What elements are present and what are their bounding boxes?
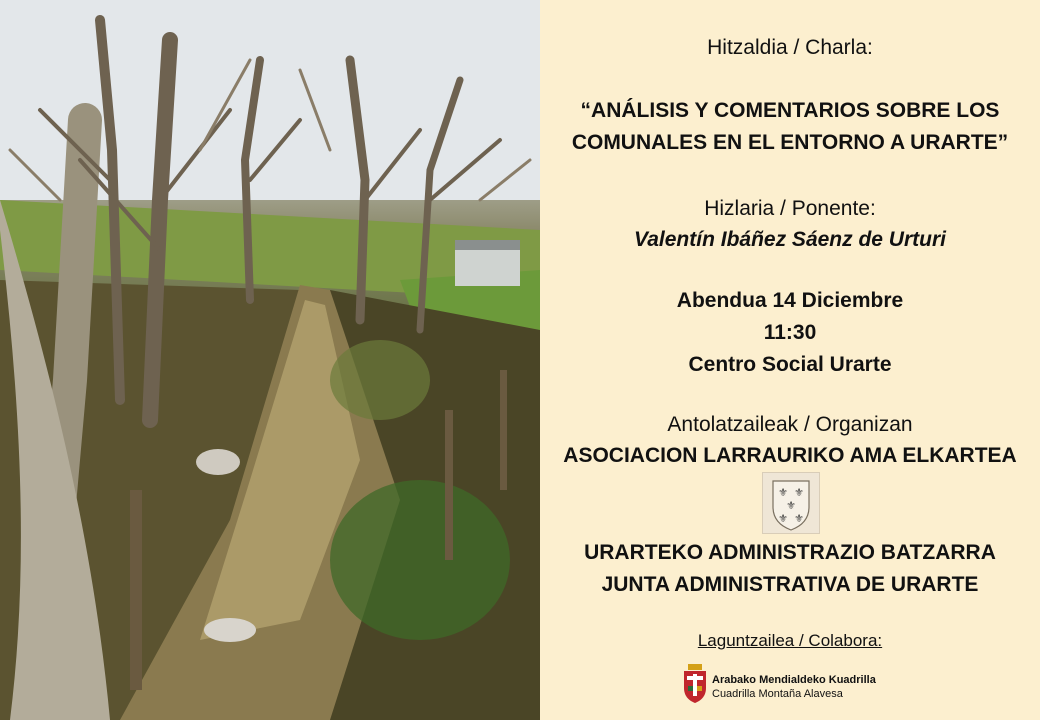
talk-title-line-1: “ANÁLISIS Y COMENTARIOS SOBRE LOS (580, 99, 1000, 122)
talk-title-line-2: COMUNALES EN EL ENTORNO A URARTE” (571, 131, 1009, 154)
speaker-name: Valentín Ibáñez Sáenz de Urturi (634, 228, 946, 251)
svg-text:⚜: ⚜ (786, 499, 796, 512)
svg-text:⚜: ⚜ (778, 512, 788, 525)
organizer-association: ASOCIACION LARRAURIKO AMA ELKARTEA (563, 444, 1017, 467)
cuadrilla-logo (680, 664, 900, 706)
event-info-panel (540, 0, 1040, 720)
event-place: Centro Social Urarte (688, 353, 892, 376)
organizer-junta: JUNTA ADMINISTRATIVA DE URARTE (601, 573, 979, 596)
logo-text-basque: Arabako Mendialdeko Kuadrilla (712, 674, 876, 686)
svg-text:⚜: ⚜ (794, 512, 804, 525)
organizer-batzarra: URARTEKO ADMINISTRAZIO BATZARRA (584, 541, 996, 564)
event-date: Abendua 14 Diciembre (676, 289, 904, 312)
speaker-heading: Hizlaria / Ponente: (704, 197, 876, 220)
svg-text:⚜: ⚜ (778, 486, 788, 499)
fleur-de-lis-crest-icon (762, 472, 820, 534)
logo-text-spanish: Cuadrilla Montaña Alavesa (712, 688, 843, 700)
cuadrilla-shield-icon (682, 664, 708, 704)
talk-heading: Hitzaldia / Charla: (707, 36, 873, 59)
svg-text:⚜: ⚜ (794, 486, 804, 499)
collaborator-heading: Laguntzailea / Colabora: (697, 631, 883, 650)
organizers-heading: Antolatzaileak / Organizan (667, 413, 913, 436)
event-time: 11:30 (763, 321, 817, 344)
